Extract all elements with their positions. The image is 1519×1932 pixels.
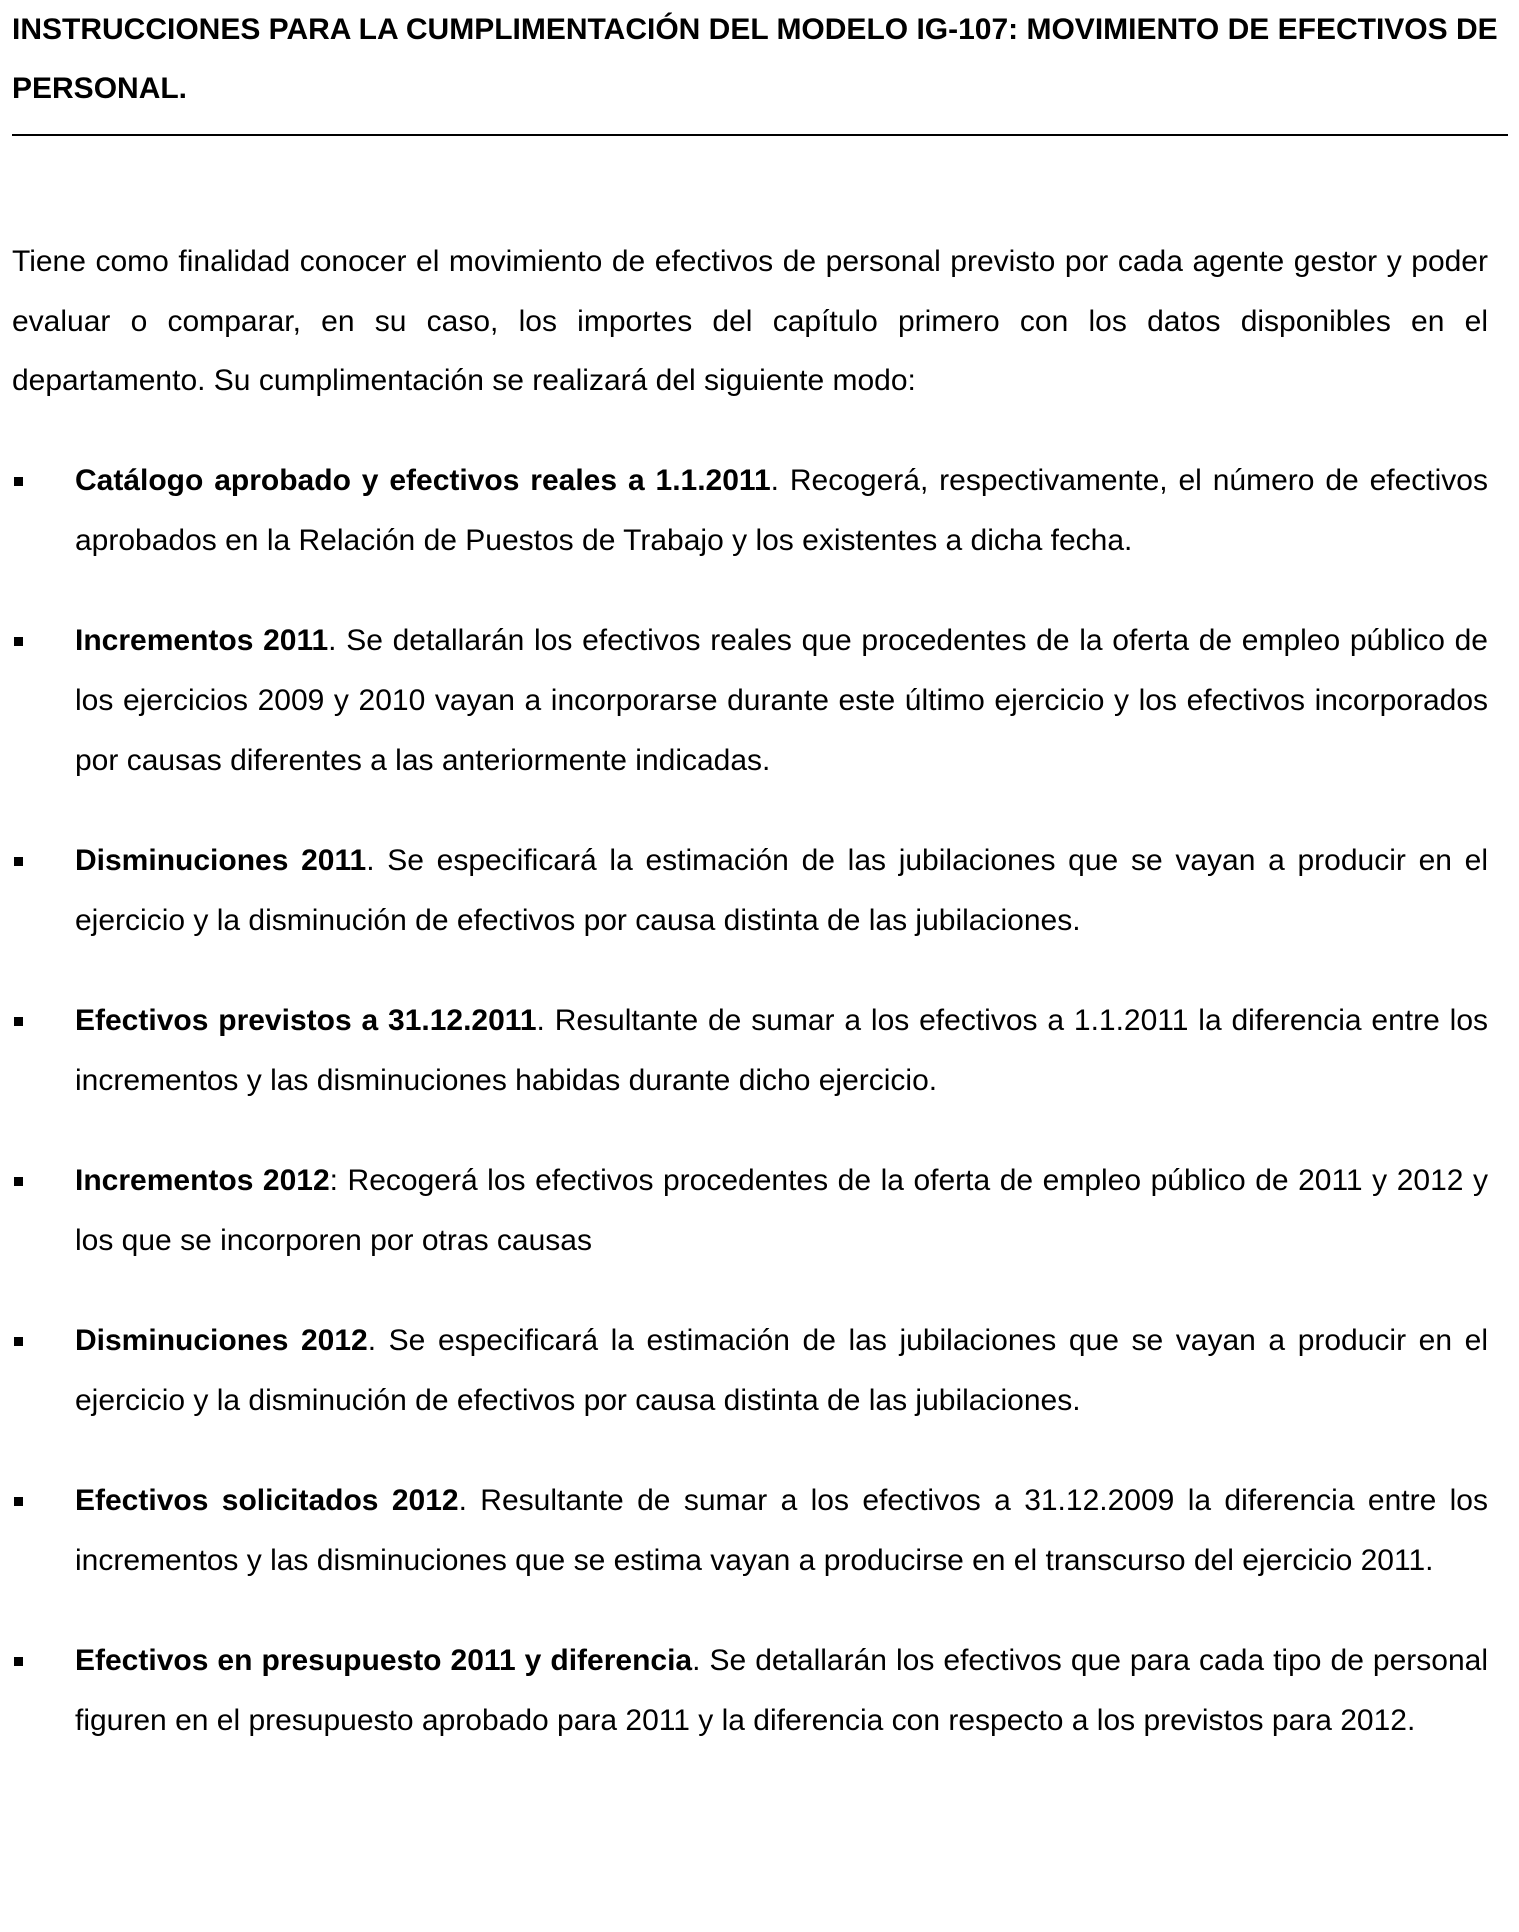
list-item	[12, 1151, 1488, 1271]
square-bullet-icon	[14, 1497, 23, 1506]
list-item	[12, 1631, 1488, 1751]
item-text: . Se detallarán los efectivos reales que procedentes de la oferta de empleo público de los ejercicios 2009 y 2010 vayan a incorporarse durante este último ejercicio y los efectivos incorporados por causas diferentes a las anteriormente indicadas.	[75, 623, 1488, 777]
title-divider	[12, 134, 1508, 136]
list-item	[12, 1311, 1488, 1431]
item-term: Catálogo aprobado y efectivos reales a 1.1.2011	[75, 463, 771, 497]
square-bullet-icon	[14, 1657, 23, 1666]
document-title: INSTRUCCIONES PARA LA CUMPLIMENTACIÓN DEL MODELO IG-107: MOVIMIENTO DE EFECTIVOS DE PERSONAL.	[12, 13, 1498, 105]
list-item	[12, 991, 1488, 1111]
list-item	[12, 1471, 1488, 1591]
item-text: . Resultante de sumar a los efectivos a 31.12.2009 la diferencia entre los incrementos y las disminuciones que se estima vayan a producirse en el transcurso del ejercicio 2011.	[75, 1483, 1488, 1577]
item-text: . Se especificará la estimación de las jubilaciones que se vayan a producir en el ejercicio y la disminución de efectivos por causa distinta de las jubilaciones.	[75, 1323, 1488, 1417]
square-bullet-icon	[14, 1177, 23, 1186]
list-item	[12, 611, 1488, 791]
item-term: Incrementos 2012	[75, 1163, 330, 1197]
square-bullet-icon	[14, 857, 23, 866]
square-bullet-icon	[14, 1017, 23, 1026]
item-term: Efectivos solicitados 2012	[75, 1483, 459, 1517]
item-term: Disminuciones 2011	[75, 843, 367, 877]
item-text: . Se especificará la estimación de las jubilaciones que se vayan a producir en el ejercicio y la disminución de efectivos por causa distinta de las jubilaciones.	[75, 843, 1488, 937]
item-term: Efectivos previstos a 31.12.2011	[75, 1003, 537, 1037]
item-text: . Se detallarán los efectivos que para cada tipo de personal figuren en el presupuesto aprobado para 2011 y la diferencia con respecto a los previstos para 2012.	[75, 1643, 1488, 1737]
list-item	[12, 451, 1488, 571]
square-bullet-icon	[14, 1337, 23, 1346]
item-term: Efectivos en presupuesto 2011 y diferencia	[75, 1643, 693, 1677]
item-term: Incrementos 2011	[75, 623, 329, 657]
item-text: . Resultante de sumar a los efectivos a 1.1.2011 la diferencia entre los incrementos y las disminuciones habidas durante dicho ejercicio.	[75, 1003, 1489, 1097]
intro-paragraph: Tiene como finalidad conocer el movimiento de efectivos de personal previsto por cada agente gestor y poder evaluar o comparar, en su caso, los importes del capítulo primero con los datos disponibles en el departamento. Su cumplimentación se realizará del siguiente modo:	[12, 245, 1488, 397]
item-text: . Recogerá, respectivamente, el número de efectivos aprobados en la Relación de Puestos de Trabajo y los existentes a dicha fecha.	[75, 463, 1488, 557]
instruction-list	[12, 451, 1508, 1751]
document-page	[12, 0, 1508, 1791]
item-text: : Recogerá los efectivos procedentes de la oferta de empleo público de 2011 y 2012 y los que se incorporen por otras causas	[75, 1163, 1488, 1257]
item-term: Disminuciones 2012	[75, 1323, 368, 1357]
square-bullet-icon	[14, 637, 23, 646]
list-item	[12, 831, 1488, 951]
square-bullet-icon	[14, 477, 23, 486]
